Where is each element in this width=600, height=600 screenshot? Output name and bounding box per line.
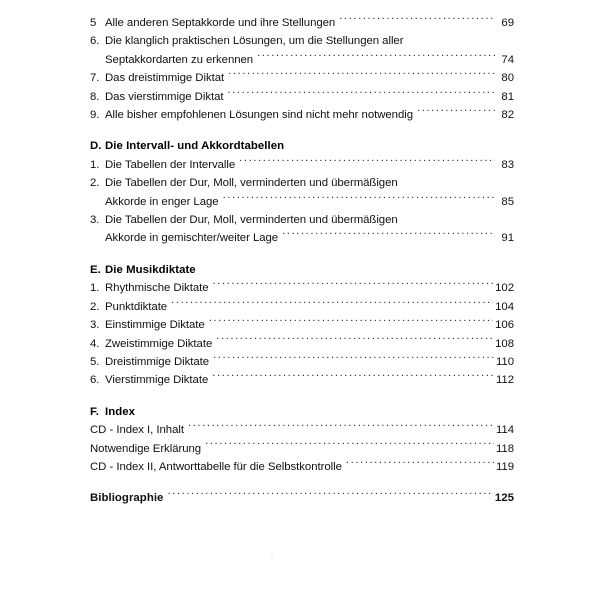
toc-entry-number: 9. — [90, 109, 100, 122]
toc-entry[interactable] — [90, 174, 514, 211]
dot-leader — [417, 107, 495, 118]
toc-entry-body — [105, 14, 514, 32]
toc-entry-list — [90, 14, 514, 508]
toc-entry-number: 4. — [90, 337, 100, 350]
toc-entry-body — [105, 174, 514, 211]
toc-entry-line — [90, 421, 514, 439]
toc-entry-body — [90, 458, 514, 476]
dot-leader — [188, 422, 494, 433]
toc-entry-line — [105, 371, 514, 389]
toc-entry[interactable] — [90, 32, 514, 69]
toc-entry-number: 1. — [90, 158, 100, 171]
toc-entry-body — [105, 88, 514, 106]
dot-leader — [257, 51, 495, 62]
toc-entry-title: Zweistimmige Diktate — [105, 337, 213, 350]
toc-page-number: 119 — [495, 460, 514, 473]
dot-leader — [239, 156, 495, 167]
toc-page-number: 114 — [495, 424, 514, 437]
toc-entry-line — [105, 106, 514, 124]
toc-entry-title: Akkorde in enger Lage — [105, 195, 219, 208]
toc-entry-number: 7. — [90, 72, 100, 85]
toc-entry-number: 3. — [90, 319, 100, 332]
toc-entry-body — [105, 279, 514, 297]
toc-page-number: 102 — [495, 282, 514, 295]
toc-entry-body — [90, 421, 514, 439]
toc-entry-line — [105, 69, 514, 87]
dot-leader — [209, 317, 493, 328]
dot-leader — [223, 193, 495, 204]
dot-leader — [167, 490, 492, 501]
section-letter: D. — [90, 140, 102, 153]
dot-leader — [228, 70, 495, 81]
toc-page-number: 85 — [501, 195, 514, 208]
toc-page-number: 91 — [501, 232, 514, 245]
toc-entry-line — [90, 440, 514, 458]
toc-page-number: 125 — [494, 492, 514, 505]
toc-page-number: 74 — [501, 53, 514, 66]
toc-entry-title: Das vierstimmige Diktat — [105, 90, 224, 103]
toc-entry-line — [105, 316, 514, 334]
toc-entry-title: Bibliographie — [90, 492, 164, 505]
dot-leader — [213, 280, 494, 291]
toc-entry-number: 2. — [90, 177, 100, 190]
toc-page-number: 112 — [495, 374, 514, 387]
toc-entry-number: 2. — [90, 300, 100, 313]
toc-entry-title: CD - Index I, Inhalt — [90, 424, 184, 437]
dot-leader — [339, 15, 495, 26]
toc-entry-line — [105, 229, 514, 247]
dot-leader — [205, 440, 494, 451]
toc-entry-title: CD - Index II, Antworttabelle für die Selbstkontrolle — [90, 460, 342, 473]
dot-leader — [213, 354, 494, 365]
toc-entry-body — [105, 106, 514, 124]
toc-entry-body — [105, 371, 514, 389]
toc-page-number: 118 — [495, 442, 514, 455]
toc-entry-line — [105, 353, 514, 371]
toc-entry-title: Die Tabellen der Dur, Moll, verminderten und übermäßigen — [105, 214, 398, 227]
toc-entry-title: Notwendige Erklärung — [90, 442, 202, 455]
toc-entry-line — [105, 51, 514, 69]
toc-entry[interactable] — [90, 335, 514, 353]
dot-leader — [216, 335, 493, 346]
toc-entry[interactable] — [90, 14, 514, 32]
toc-entry-line — [105, 14, 514, 32]
section-title: Die Intervall- und Akkordtabellen — [105, 140, 285, 153]
toc-entry-line — [105, 193, 514, 211]
toc-entry-number: 3. — [90, 214, 100, 227]
toc-page-number: 104 — [495, 300, 514, 313]
toc-entry-line — [105, 279, 514, 297]
toc-entry-body — [105, 353, 514, 371]
section-title: Index — [105, 405, 136, 418]
toc-entry-line — [105, 174, 514, 192]
toc-entry-line — [105, 335, 514, 353]
toc-section-heading — [90, 403, 514, 421]
toc-entry-body — [90, 440, 514, 458]
toc-entry[interactable] — [90, 279, 514, 297]
toc-entry-number: 8. — [90, 90, 100, 103]
section-letter: E. — [90, 263, 101, 276]
toc-entry-title: Das dreistimmige Diktat — [105, 72, 225, 85]
toc-entry-title: Rhythmische Diktate — [105, 282, 209, 295]
toc-entry-body — [105, 156, 514, 174]
section-title: Die Musikdiktate — [105, 263, 196, 276]
toc-page-number: 69 — [501, 17, 514, 29]
toc-entry[interactable] — [90, 88, 514, 106]
toc-entry-body — [90, 489, 514, 507]
toc-entry-title: Septakkordarten zu erkennen — [105, 53, 254, 66]
toc-entry[interactable] — [90, 458, 514, 476]
toc-entry-title: Die Tabellen der Dur, Moll, verminderten und übermäßigen — [105, 177, 398, 190]
toc-entry-line — [90, 458, 514, 476]
toc-entry[interactable] — [90, 371, 514, 389]
toc-page-number: 108 — [495, 337, 514, 350]
toc-entry-title: Alle anderen Septakkorde und ihre Stellungen — [105, 17, 336, 29]
toc-entry-title: Dreistimmige Diktate — [105, 355, 210, 368]
toc-entry[interactable] — [90, 298, 514, 316]
toc-entry-title: Die klanglich praktischen Lösungen, um die Stellungen aller — [105, 35, 404, 48]
toc-entry-number: 1. — [90, 282, 100, 295]
toc-entry-body — [105, 211, 514, 248]
toc-entry-number: 5. — [90, 355, 100, 368]
toc-entry-line — [105, 32, 514, 50]
toc-entry-number: 6. — [90, 374, 100, 387]
toc-entry-line — [105, 88, 514, 106]
toc-entry[interactable] — [90, 156, 514, 174]
toc-page-number: 81 — [501, 90, 514, 103]
toc-entry[interactable] — [90, 211, 514, 248]
toc-entry[interactable] — [90, 353, 514, 371]
dot-leader — [346, 459, 494, 470]
dot-leader — [227, 88, 495, 99]
toc-entry[interactable] — [90, 421, 514, 439]
page-artifact-mark — [270, 552, 274, 560]
toc-entry-body — [105, 335, 514, 353]
section-letter: F. — [90, 405, 99, 418]
dot-leader — [171, 298, 493, 309]
toc-entry-title: Alle bisher empfohlenen Lösungen sind nicht mehr notwendig — [105, 109, 414, 122]
toc-page-number: 110 — [495, 355, 514, 368]
toc-entry[interactable] — [90, 489, 514, 507]
toc-section-heading — [90, 137, 514, 155]
toc-page-number: 80 — [501, 72, 514, 85]
toc-entry-title: Einstimmige Diktate — [105, 319, 205, 332]
toc-entry-body — [105, 32, 514, 69]
toc-entry[interactable] — [90, 440, 514, 458]
toc-entry-line — [105, 211, 514, 229]
toc-entry[interactable] — [90, 106, 514, 124]
toc-entry-line — [90, 489, 514, 507]
toc-entry-title: Vierstimmige Diktate — [105, 374, 209, 387]
toc-entry-line — [105, 298, 514, 316]
toc-entry-number: 5 — [90, 17, 97, 29]
toc-entry[interactable] — [90, 69, 514, 87]
toc-entry-title: Punktdiktate — [105, 300, 168, 313]
toc-page-number: 83 — [501, 158, 514, 171]
dot-leader — [212, 372, 494, 383]
toc-entry-line — [105, 156, 514, 174]
dot-leader — [282, 230, 495, 241]
toc-entry[interactable] — [90, 316, 514, 334]
toc-entry-body — [105, 316, 514, 334]
toc-section-heading — [90, 261, 514, 279]
toc-entry-body — [105, 69, 514, 87]
toc-entry-body — [105, 298, 514, 316]
toc-page-number: 82 — [501, 109, 514, 122]
toc-page-number: 106 — [495, 319, 514, 332]
toc-entry-title: Akkorde in gemischter/weiter Lage — [105, 232, 279, 245]
toc-entry-number: 6. — [90, 35, 100, 48]
toc-entry-title: Die Tabellen der Intervalle — [105, 158, 236, 171]
